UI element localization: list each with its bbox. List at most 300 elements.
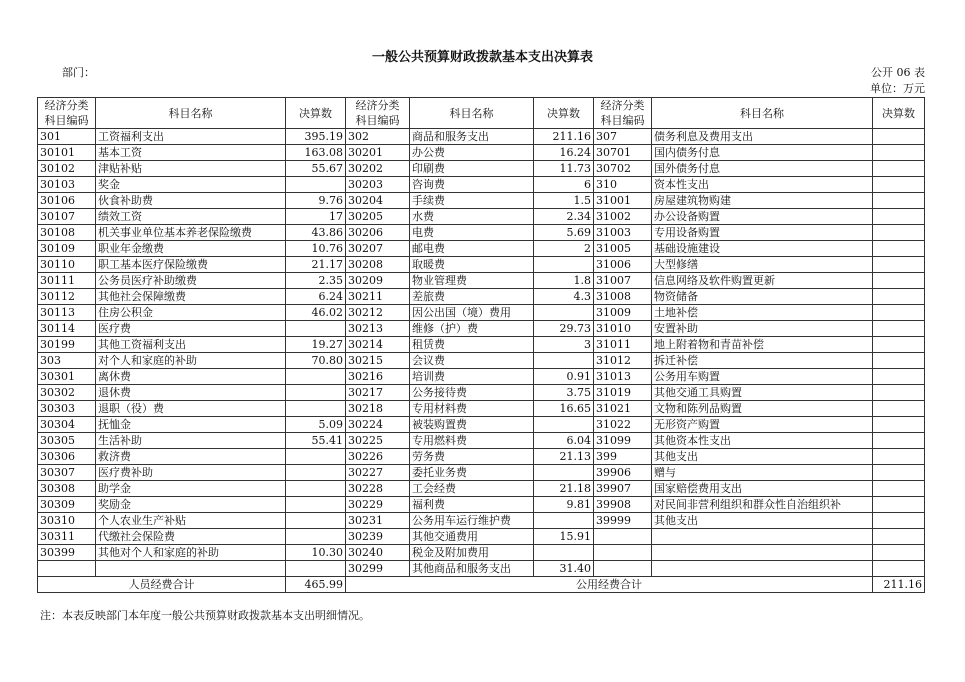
cell-code: 39908 xyxy=(594,497,652,513)
cell-code: 31019 xyxy=(594,385,652,401)
header-code-2: 经济分类 科目编码 xyxy=(346,98,410,129)
cell-code: 31013 xyxy=(594,369,652,385)
cell-code: 30209 xyxy=(346,273,410,289)
cell-name: 其他社会保障缴费 xyxy=(96,289,286,305)
table-row xyxy=(38,241,925,257)
cell-amount: 21.13 xyxy=(534,449,594,465)
personnel-total-label: 人员经费合计 xyxy=(38,577,286,593)
cell-name: 基本工资 xyxy=(96,145,286,161)
unit-label: 单位：万元 xyxy=(870,82,925,95)
cell-amount: 43.86 xyxy=(286,225,346,241)
cell-name: 安置补助 xyxy=(652,321,873,337)
cell-name: 拆迁补偿 xyxy=(652,353,873,369)
cell-code: 30199 xyxy=(38,337,96,353)
cell-name: 办公费 xyxy=(410,145,534,161)
cell-name: 专用设备购置 xyxy=(652,225,873,241)
table-row xyxy=(38,161,925,177)
table-row xyxy=(38,545,925,561)
cell-name: 土地补偿 xyxy=(652,305,873,321)
cell-name: 个人农业生产补贴 xyxy=(96,513,286,529)
cell-name: 会议费 xyxy=(410,353,534,369)
cell-name: 咨询费 xyxy=(410,177,534,193)
cell-code: 30229 xyxy=(346,497,410,513)
cell-code: 301 xyxy=(38,129,96,145)
cell-name: 物资储备 xyxy=(652,289,873,305)
cell-code: 30226 xyxy=(346,449,410,465)
table-row xyxy=(38,145,925,161)
cell-code: 30103 xyxy=(38,177,96,193)
cell-code: 30217 xyxy=(346,385,410,401)
cell-code: 31099 xyxy=(594,433,652,449)
header-name-1: 科目名称 xyxy=(96,98,286,129)
cell-code: 399 xyxy=(594,449,652,465)
cell-name: 公务员医疗补助缴费 xyxy=(96,273,286,289)
cell-name: 津贴补贴 xyxy=(96,161,286,177)
cell-amount: 31.40 xyxy=(534,561,594,577)
cell-code: 31003 xyxy=(594,225,652,241)
cell-name: 商品和服务支出 xyxy=(410,129,534,145)
cell-amount: 10.76 xyxy=(286,241,346,257)
cell-name xyxy=(96,561,286,577)
table-row xyxy=(38,561,925,577)
cell-name: 文物和陈列品购置 xyxy=(652,401,873,417)
cell-code: 30225 xyxy=(346,433,410,449)
cell-name: 国家赔偿费用支出 xyxy=(652,481,873,497)
cell-name: 印刷费 xyxy=(410,161,534,177)
cell-name: 取暖费 xyxy=(410,257,534,273)
cell-name: 被装购置费 xyxy=(410,417,534,433)
cell-code: 30309 xyxy=(38,497,96,513)
cell-code: 31021 xyxy=(594,401,652,417)
cell-code: 30399 xyxy=(38,545,96,561)
table-row xyxy=(38,129,925,145)
cell-code: 30114 xyxy=(38,321,96,337)
cell-amount xyxy=(873,209,925,225)
public-total-label: 公用经费合计 xyxy=(346,577,873,593)
table-row xyxy=(38,273,925,289)
cell-amount xyxy=(286,369,346,385)
cell-code: 30111 xyxy=(38,273,96,289)
cell-code: 30305 xyxy=(38,433,96,449)
cell-name: 培训费 xyxy=(410,369,534,385)
cell-code: 30239 xyxy=(346,529,410,545)
cell-code: 30205 xyxy=(346,209,410,225)
cell-amount xyxy=(873,241,925,257)
cell-name: 资本性支出 xyxy=(652,177,873,193)
cell-code: 30206 xyxy=(346,225,410,241)
cell-name: 手续费 xyxy=(410,193,534,209)
cell-name: 税金及附加费用 xyxy=(410,545,534,561)
cell-amount: 163.08 xyxy=(286,145,346,161)
header-name-2: 科目名称 xyxy=(410,98,534,129)
cell-name: 国外债务付息 xyxy=(652,161,873,177)
cell-code xyxy=(594,545,652,561)
table-row xyxy=(38,401,925,417)
cell-amount xyxy=(873,401,925,417)
report-title: 一般公共预算财政拨款基本支出决算表 xyxy=(371,50,593,65)
cell-code: 30701 xyxy=(594,145,652,161)
cell-code xyxy=(594,561,652,577)
cell-amount: 70.80 xyxy=(286,353,346,369)
cell-amount xyxy=(873,177,925,193)
cell-name: 职业年金缴费 xyxy=(96,241,286,257)
cell-amount: 4.3 xyxy=(534,289,594,305)
table-row xyxy=(38,369,925,385)
expenditure-table xyxy=(37,97,925,593)
table-row xyxy=(38,225,925,241)
cell-name: 生活补助 xyxy=(96,433,286,449)
cell-code: 31008 xyxy=(594,289,652,305)
cell-name: 机关事业单位基本养老保险缴费 xyxy=(96,225,286,241)
cell-amount xyxy=(534,257,594,273)
cell-amount xyxy=(873,561,925,577)
cell-name: 其他交通费用 xyxy=(410,529,534,545)
cell-code: 31002 xyxy=(594,209,652,225)
cell-amount xyxy=(873,161,925,177)
table-row xyxy=(38,353,925,369)
cell-amount: 21.18 xyxy=(534,481,594,497)
cell-code: 31011 xyxy=(594,337,652,353)
cell-name: 工资福利支出 xyxy=(96,129,286,145)
table-body xyxy=(38,129,925,577)
cell-amount xyxy=(873,433,925,449)
cell-code: 30224 xyxy=(346,417,410,433)
cell-amount: 0.91 xyxy=(534,369,594,385)
cell-name: 水费 xyxy=(410,209,534,225)
cell-name: 对民间非营利组织和群众性自治组织补 xyxy=(652,497,873,513)
cell-amount: 6.04 xyxy=(534,433,594,449)
cell-amount xyxy=(873,145,925,161)
cell-code: 30202 xyxy=(346,161,410,177)
cell-name: 绩效工资 xyxy=(96,209,286,225)
cell-code: 30310 xyxy=(38,513,96,529)
cell-name: 工会经费 xyxy=(410,481,534,497)
cell-code: 39906 xyxy=(594,465,652,481)
table-row xyxy=(38,497,925,513)
cell-amount xyxy=(873,449,925,465)
cell-name xyxy=(652,545,873,561)
personnel-total-value: 465.99 xyxy=(286,577,346,593)
cell-name: 委托业务费 xyxy=(410,465,534,481)
cell-amount xyxy=(873,337,925,353)
cell-amount xyxy=(534,513,594,529)
cell-code: 30215 xyxy=(346,353,410,369)
cell-amount xyxy=(873,497,925,513)
cell-name: 差旅费 xyxy=(410,289,534,305)
table-row xyxy=(38,193,925,209)
cell-code: 30307 xyxy=(38,465,96,481)
table-row xyxy=(38,529,925,545)
cell-amount xyxy=(873,369,925,385)
cell-code: 30228 xyxy=(346,481,410,497)
cell-amount: 10.30 xyxy=(286,545,346,561)
cell-amount xyxy=(286,321,346,337)
cell-amount xyxy=(534,305,594,321)
cell-amount: 9.76 xyxy=(286,193,346,209)
totals-row xyxy=(38,577,925,593)
cell-amount: 29.73 xyxy=(534,321,594,337)
cell-amount xyxy=(873,193,925,209)
cell-code: 31007 xyxy=(594,273,652,289)
cell-amount xyxy=(873,545,925,561)
cell-name: 其他资本性支出 xyxy=(652,433,873,449)
cell-code: 30231 xyxy=(346,513,410,529)
cell-amount xyxy=(873,225,925,241)
cell-name: 其他对个人和家庭的补助 xyxy=(96,545,286,561)
cell-name: 专用燃料费 xyxy=(410,433,534,449)
cell-amount: 6.24 xyxy=(286,289,346,305)
table-row xyxy=(38,385,925,401)
cell-code: 30299 xyxy=(346,561,410,577)
cell-code: 30218 xyxy=(346,401,410,417)
cell-name: 办公设备购置 xyxy=(652,209,873,225)
cell-name: 因公出国（境）费用 xyxy=(410,305,534,321)
cell-amount xyxy=(873,481,925,497)
table-row xyxy=(38,321,925,337)
table-row xyxy=(38,305,925,321)
cell-amount: 3.75 xyxy=(534,385,594,401)
cell-name: 专用材料费 xyxy=(410,401,534,417)
header-amount-2: 决算数 xyxy=(534,98,594,129)
cell-amount xyxy=(286,401,346,417)
cell-name: 代缴社会保险费 xyxy=(96,529,286,545)
cell-amount: 55.41 xyxy=(286,433,346,449)
cell-name: 公务用车运行维护费 xyxy=(410,513,534,529)
cell-name: 住房公积金 xyxy=(96,305,286,321)
cell-amount xyxy=(286,561,346,577)
cell-amount: 16.65 xyxy=(534,401,594,417)
cell-name: 退休费 xyxy=(96,385,286,401)
cell-code: 30106 xyxy=(38,193,96,209)
cell-name: 无形资产购置 xyxy=(652,417,873,433)
cell-code: 31012 xyxy=(594,353,652,369)
cell-amount xyxy=(873,529,925,545)
form-number: 公开 06 表 xyxy=(871,66,925,79)
cell-code: 30112 xyxy=(38,289,96,305)
table-row xyxy=(38,337,925,353)
cell-name: 退职（役）费 xyxy=(96,401,286,417)
cell-code: 30702 xyxy=(594,161,652,177)
cell-amount xyxy=(873,417,925,433)
cell-code: 30306 xyxy=(38,449,96,465)
cell-code: 30201 xyxy=(346,145,410,161)
cell-code: 307 xyxy=(594,129,652,145)
cell-name: 赠与 xyxy=(652,465,873,481)
cell-name: 职工基本医疗保险缴费 xyxy=(96,257,286,273)
cell-name: 福利费 xyxy=(410,497,534,513)
cell-code: 30203 xyxy=(346,177,410,193)
cell-amount xyxy=(534,465,594,481)
cell-amount xyxy=(873,385,925,401)
cell-amount xyxy=(286,497,346,513)
cell-amount xyxy=(534,353,594,369)
cell-name: 奖励金 xyxy=(96,497,286,513)
cell-code: 30311 xyxy=(38,529,96,545)
cell-amount: 5.69 xyxy=(534,225,594,241)
cell-name: 国内债务付息 xyxy=(652,145,873,161)
cell-name: 离休费 xyxy=(96,369,286,385)
table-row xyxy=(38,417,925,433)
cell-amount: 1.5 xyxy=(534,193,594,209)
cell-amount xyxy=(286,177,346,193)
cell-amount: 2.35 xyxy=(286,273,346,289)
cell-code: 30102 xyxy=(38,161,96,177)
cell-name: 邮电费 xyxy=(410,241,534,257)
cell-amount: 6 xyxy=(534,177,594,193)
cell-code: 30227 xyxy=(346,465,410,481)
cell-name: 地上附着物和青苗补偿 xyxy=(652,337,873,353)
cell-amount xyxy=(286,385,346,401)
header-code-1: 经济分类 科目编码 xyxy=(38,98,96,129)
cell-name: 物业管理费 xyxy=(410,273,534,289)
cell-code: 302 xyxy=(346,129,410,145)
cell-code: 30204 xyxy=(346,193,410,209)
table-note: 注：本表反映部门本年度一般公共预算财政拨款基本支出明细情况。 xyxy=(40,609,370,622)
header-code-3: 经济分类 科目编码 xyxy=(594,98,652,129)
cell-amount xyxy=(534,545,594,561)
cell-code: 30301 xyxy=(38,369,96,385)
header-amount-3: 决算数 xyxy=(873,98,925,129)
cell-amount xyxy=(286,481,346,497)
cell-code: 39907 xyxy=(594,481,652,497)
public-total-value: 211.16 xyxy=(873,577,925,593)
table-row xyxy=(38,481,925,497)
cell-code: 30240 xyxy=(346,545,410,561)
cell-name: 基础设施建设 xyxy=(652,241,873,257)
cell-code: 30113 xyxy=(38,305,96,321)
cell-code: 30110 xyxy=(38,257,96,273)
cell-code: 31009 xyxy=(594,305,652,321)
table-row xyxy=(38,465,925,481)
cell-code xyxy=(38,561,96,577)
cell-name xyxy=(652,561,873,577)
cell-name: 大型修缮 xyxy=(652,257,873,273)
cell-amount: 9.81 xyxy=(534,497,594,513)
cell-name: 电费 xyxy=(410,225,534,241)
cell-amount: 17 xyxy=(286,209,346,225)
cell-code: 30304 xyxy=(38,417,96,433)
cell-amount xyxy=(286,529,346,545)
cell-code: 30108 xyxy=(38,225,96,241)
cell-code: 30211 xyxy=(346,289,410,305)
department-label: 部门： xyxy=(62,66,95,79)
cell-name: 公务接待费 xyxy=(410,385,534,401)
cell-code: 31010 xyxy=(594,321,652,337)
cell-amount xyxy=(873,321,925,337)
cell-name: 其他交通工具购置 xyxy=(652,385,873,401)
header-name-3: 科目名称 xyxy=(652,98,873,129)
cell-amount: 19.27 xyxy=(286,337,346,353)
cell-amount: 55.67 xyxy=(286,161,346,177)
cell-amount: 11.73 xyxy=(534,161,594,177)
cell-name: 公务用车购置 xyxy=(652,369,873,385)
cell-amount xyxy=(873,353,925,369)
cell-name: 其他商品和服务支出 xyxy=(410,561,534,577)
cell-code: 31001 xyxy=(594,193,652,209)
cell-name: 抚恤金 xyxy=(96,417,286,433)
cell-name: 房屋建筑物购建 xyxy=(652,193,873,209)
table-row xyxy=(38,257,925,273)
cell-code: 30109 xyxy=(38,241,96,257)
cell-amount xyxy=(873,257,925,273)
cell-amount xyxy=(873,465,925,481)
table-header-row xyxy=(38,98,925,129)
cell-name: 维修（护）费 xyxy=(410,321,534,337)
cell-code: 30212 xyxy=(346,305,410,321)
cell-amount xyxy=(873,305,925,321)
cell-amount: 16.24 xyxy=(534,145,594,161)
cell-amount: 5.09 xyxy=(286,417,346,433)
cell-name: 劳务费 xyxy=(410,449,534,465)
cell-name xyxy=(652,529,873,545)
cell-code: 30213 xyxy=(346,321,410,337)
cell-name: 助学金 xyxy=(96,481,286,497)
table-row xyxy=(38,177,925,193)
cell-name: 医疗费补助 xyxy=(96,465,286,481)
cell-amount: 2.34 xyxy=(534,209,594,225)
cell-amount: 21.17 xyxy=(286,257,346,273)
cell-amount: 46.02 xyxy=(286,305,346,321)
cell-code: 303 xyxy=(38,353,96,369)
cell-amount xyxy=(534,417,594,433)
cell-amount xyxy=(286,465,346,481)
cell-name: 其他支出 xyxy=(652,513,873,529)
cell-name: 医疗费 xyxy=(96,321,286,337)
table-row xyxy=(38,209,925,225)
cell-amount xyxy=(873,289,925,305)
cell-code: 30208 xyxy=(346,257,410,273)
cell-amount: 2 xyxy=(534,241,594,257)
cell-amount: 395.19 xyxy=(286,129,346,145)
cell-amount: 1.8 xyxy=(534,273,594,289)
cell-code xyxy=(594,529,652,545)
cell-code: 30214 xyxy=(346,337,410,353)
cell-amount xyxy=(286,449,346,465)
cell-name: 租赁费 xyxy=(410,337,534,353)
cell-amount: 211.16 xyxy=(534,129,594,145)
cell-amount: 15.91 xyxy=(534,529,594,545)
cell-code: 39999 xyxy=(594,513,652,529)
header-amount-1: 决算数 xyxy=(286,98,346,129)
cell-code: 30302 xyxy=(38,385,96,401)
cell-code: 31022 xyxy=(594,417,652,433)
cell-amount xyxy=(873,129,925,145)
cell-code: 310 xyxy=(594,177,652,193)
cell-name: 信息网络及软件购置更新 xyxy=(652,273,873,289)
cell-code: 30216 xyxy=(346,369,410,385)
cell-name: 伙食补助费 xyxy=(96,193,286,209)
cell-code: 30207 xyxy=(346,241,410,257)
table-row xyxy=(38,289,925,305)
cell-name: 救济费 xyxy=(96,449,286,465)
cell-code: 30107 xyxy=(38,209,96,225)
cell-code: 30308 xyxy=(38,481,96,497)
cell-amount xyxy=(873,513,925,529)
cell-code: 31006 xyxy=(594,257,652,273)
cell-amount xyxy=(873,273,925,289)
cell-name: 其他支出 xyxy=(652,449,873,465)
cell-code: 30303 xyxy=(38,401,96,417)
cell-amount: 3 xyxy=(534,337,594,353)
cell-name: 奖金 xyxy=(96,177,286,193)
cell-amount xyxy=(286,513,346,529)
cell-name: 对个人和家庭的补助 xyxy=(96,353,286,369)
table-row xyxy=(38,513,925,529)
table-row xyxy=(38,449,925,465)
cell-name: 债务利息及费用支出 xyxy=(652,129,873,145)
cell-name: 其他工资福利支出 xyxy=(96,337,286,353)
table-row xyxy=(38,433,925,449)
